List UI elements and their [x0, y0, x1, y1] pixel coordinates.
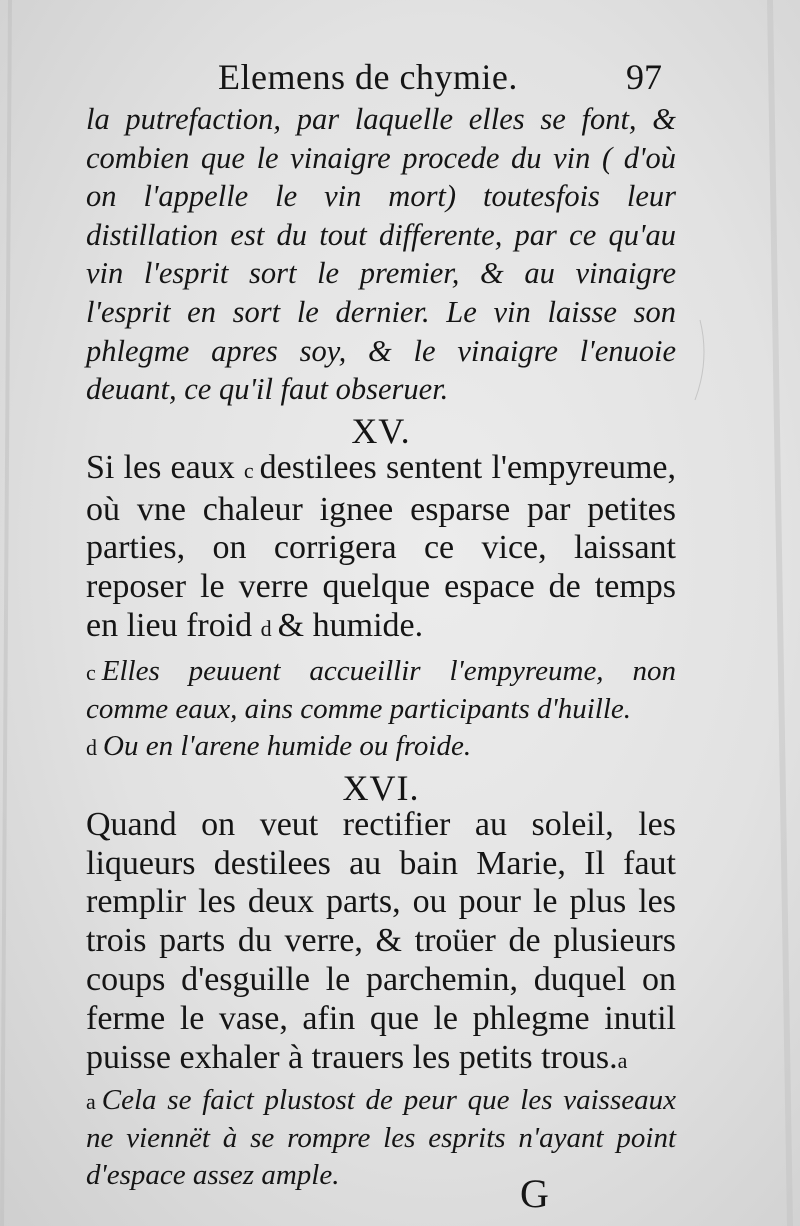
footnote-a-mark: a [86, 1089, 96, 1115]
section-xv-text-1: Si les eaux [86, 448, 235, 486]
running-title: Elemens de chymie. [218, 57, 518, 97]
footnote-a [86, 1082, 676, 1194]
paragraph-continuation: la putrefaction, par laquelle elles se font, & combien que le vinaigre procede du vin ( d'où on l'appelle le vin mort) toutesfois leur distillation est du tout differente, par ce qu'au vin l'esprit sort le premier, & au vinaigre l'esprit en sort le dernier. Le vin laisse son phlegme apres soy, & le vinaigre l'enuoie deuant, ce qu'il faut obseruer. [86, 102, 676, 407]
footnote-d [86, 728, 676, 766]
section-xv-text-2: destilees sentent l'empyreume, où vne chaleur ignee esparse par petites parties, on corrigera ce vice, laissant reposer le verre quelque espace de temps en lieu froid [86, 448, 676, 644]
footnote-c-mark: c [86, 659, 96, 685]
footnote-d-text: Ou en l'arene humide ou froide. [103, 729, 472, 762]
page-body [86, 100, 676, 1194]
section-xv-text [86, 449, 676, 649]
section-heading-xv: XV. [351, 410, 411, 451]
page-number: 97 [626, 57, 662, 97]
footnote-a-text: Cela se faict plustost de peur que les vaisseaux ne viennët à se rompre les esprits n'ayant point d'espace assez ample. [86, 1084, 676, 1192]
section-heading-xvi: XVI. [342, 767, 420, 808]
footnote-mark-d: d [260, 615, 272, 641]
running-header [88, 52, 660, 102]
section-xvi-text [86, 806, 676, 1081]
footnote-c [86, 653, 676, 728]
section-xv-text-3: & humide. [277, 606, 424, 644]
footnote-mark-a: a [617, 1047, 628, 1073]
footnote-d-mark: d [86, 734, 97, 760]
section-xvi-body: Quand on veut rectifier au soleil, les liqueurs destilees au bain Marie, Il faut remplir les deux parts, ou pour le plus les trois parts du verre, & troüer de plusieurs coups d'esguille le parchemin, duquel on ferme le vase, afin que le phlegme inutil puisse exhaler à trauers les petits trous. [86, 805, 676, 1076]
footnote-mark-c: c [243, 457, 254, 483]
signature-mark: G [520, 1171, 549, 1216]
footnote-c-text: Elles peuuent accueillir l'empyreume, non comme eaux, ains comme participants d'huille. [86, 654, 676, 725]
